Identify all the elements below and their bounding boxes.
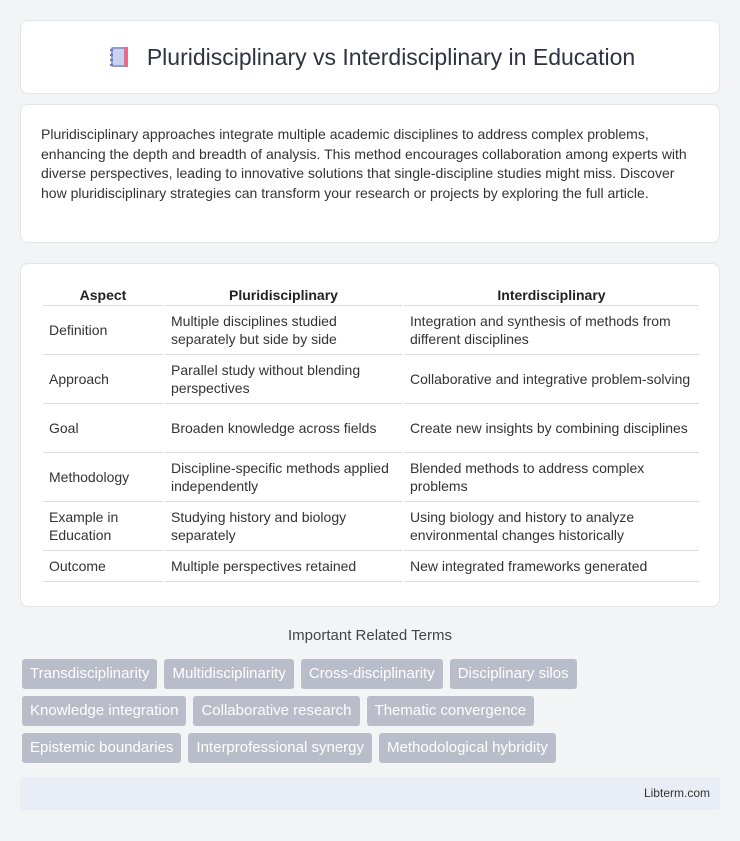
row-pluridisciplinary: Parallel study without blending perspectives [165, 355, 402, 404]
intro-card [20, 104, 720, 243]
comparison-table [41, 284, 701, 582]
row-pluridisciplinary: Multiple disciplines studied separately but side by side [165, 306, 402, 355]
term-tag[interactable]: Collaborative research [193, 696, 359, 726]
term-tag[interactable]: Multidisciplinarity [164, 659, 293, 689]
term-tag[interactable]: Cross-disciplinarity [301, 659, 443, 689]
term-row [22, 696, 722, 726]
page-title: Pluridisciplinary vs Interdisciplinary in Education [146, 43, 636, 70]
row-interdisciplinary: Create new insights by combining disciplines [404, 404, 699, 453]
row-pluridisciplinary: Studying history and biology separately [165, 502, 402, 551]
term-tag[interactable]: Epistemic boundaries [22, 733, 181, 763]
title-card [20, 20, 720, 94]
row-aspect: Goal [43, 404, 163, 453]
row-aspect: Outcome [43, 551, 163, 582]
table-row [43, 551, 699, 582]
row-interdisciplinary: Using biology and history to analyze environmental changes historically [404, 502, 699, 551]
header-interdisciplinary: Interdisciplinary [404, 284, 699, 306]
book-icon [105, 43, 133, 71]
table-row [43, 404, 699, 453]
table-header-row [43, 284, 699, 306]
row-aspect: Example in Education [43, 502, 163, 551]
table-row [43, 502, 699, 551]
intro-text: Pluridisciplinary approaches integrate multiple academic disciplines to address complex problems, enhancing the depth and breadth of analysis. This method encourages collaboration among experts with diverse perspectives, leading to innovative solutions that single-discipline studies might miss. Discover how pluridisciplinary strategies can transform your research or projects by exploring the full article. [41, 126, 687, 201]
row-interdisciplinary: Blended methods to address complex problems [404, 453, 699, 502]
term-tag[interactable]: Thematic convergence [367, 696, 535, 726]
related-terms [22, 659, 722, 770]
term-tag[interactable]: Methodological hybridity [379, 733, 556, 763]
row-pluridisciplinary: Broaden knowledge across fields [165, 404, 402, 453]
row-interdisciplinary: New integrated frameworks generated [404, 551, 699, 582]
row-aspect: Definition [43, 306, 163, 355]
term-row [22, 733, 722, 763]
related-terms-title: Important Related Terms [288, 627, 452, 644]
term-tag[interactable]: Disciplinary silos [450, 659, 577, 689]
footer [20, 777, 720, 810]
term-row [22, 659, 722, 689]
header-pluridisciplinary: Pluridisciplinary [165, 284, 402, 306]
row-aspect: Methodology [43, 453, 163, 502]
row-pluridisciplinary: Discipline-specific methods applied independently [165, 453, 402, 502]
table-row [43, 453, 699, 502]
term-tag[interactable]: Transdisciplinarity [22, 659, 157, 689]
row-interdisciplinary: Integration and synthesis of methods from different disciplines [404, 306, 699, 355]
row-interdisciplinary: Collaborative and integrative problem-solving [404, 355, 699, 404]
comparison-table-card [20, 263, 720, 607]
term-tag[interactable]: Knowledge integration [22, 696, 186, 726]
row-aspect: Approach [43, 355, 163, 404]
table-row [43, 306, 699, 355]
footer-link[interactable]: Libterm.com [643, 786, 710, 800]
table-row [43, 355, 699, 404]
term-tag[interactable]: Interprofessional synergy [188, 733, 372, 763]
header-aspect: Aspect [43, 284, 163, 306]
row-pluridisciplinary: Multiple perspectives retained [165, 551, 402, 582]
